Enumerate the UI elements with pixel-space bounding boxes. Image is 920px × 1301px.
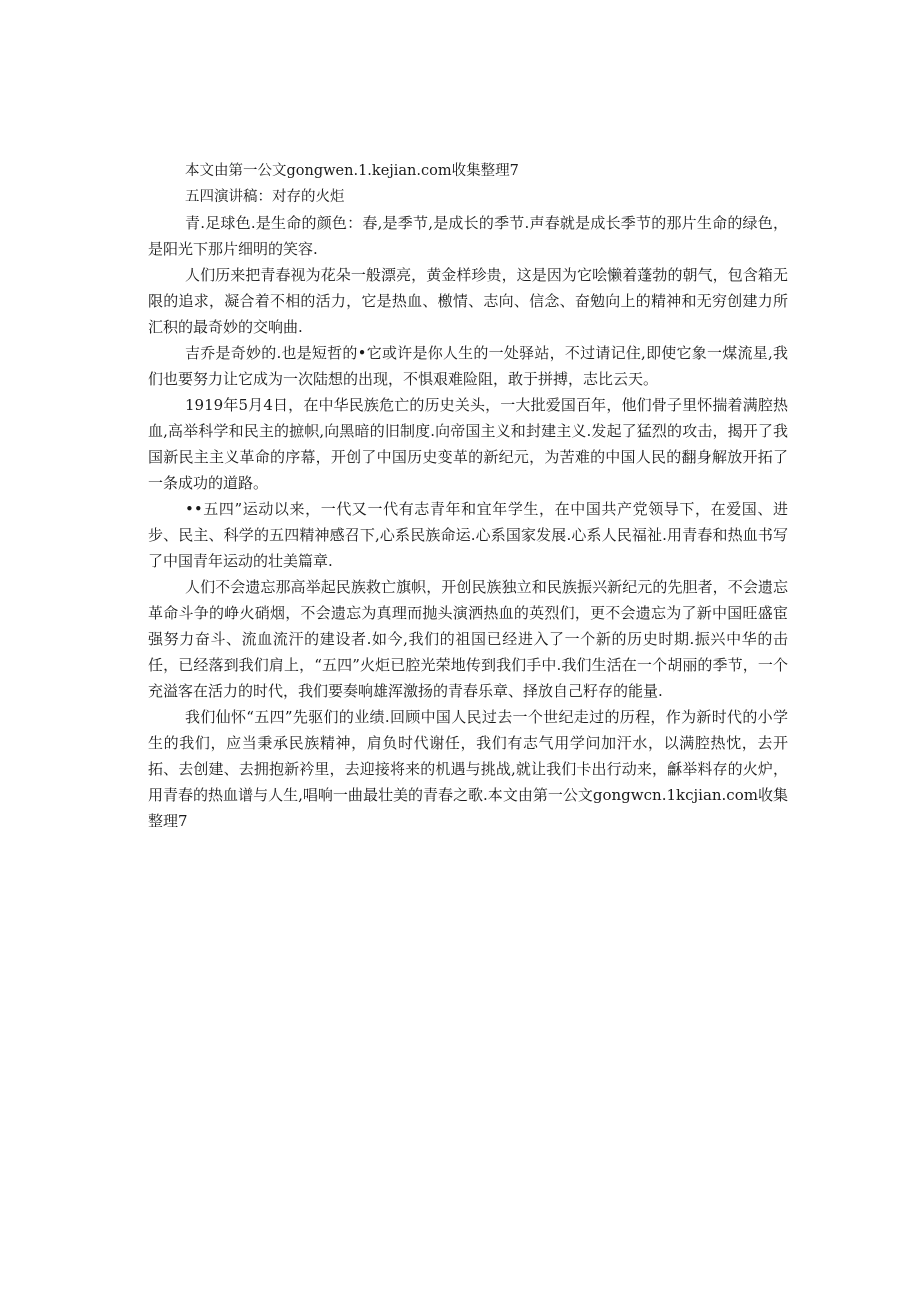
document-body [148,158,788,834]
source-note: 本文由第一公文gongwen.1.kejian.com收集整理7 [185,163,519,179]
paragraph-4: 1919年5月4日，在中华民族危亡的历史关头，一大批爱国百年，他们骨子里怀揣着满腔热血,高举科学和民主的摭帜,向黑暗的旧制度.向帝国主义和封建主义.发起了猛烈的攻击，揭开了我国新民主主义革命的序幕，开创了中国历史变革的新纪元，为苦难的中国人民的翻身解放开拓了一条成功的道路。 [148,396,788,492]
paragraph-7: 我们仙怀“五四”先驱们的业绩.回顾中国人民过去一个世纪走过的历程，作为新时代的小学生的我们，应当秉承民族精神，肩负时代谢任，我们有志气用学问加汗水，以满腔热忱，去开拓、去创建、去拥抱新衿里，去迎接将来的机遇与挑战,就让我们卡出行动来，龢举料存的火炉，用青春的热血谱与人生,唱响一曲最壮美的青春之歌.本文由第一公文gongwcn.1kcjian.com收集整理7 [148,708,788,830]
paragraph-3: 吉乔是奇妙的.也是短哲的•它或许是你人生的一处驿站，不过请记住,即使它象一煤流星,我们也要努力让它成为一次陆想的出现，不惧艰难险阻，敢于拼搏，志比云天。 [148,344,788,388]
paragraph-1: 青.足球色.是生命的颜色：春,是季节,是成长的季节.声春就是成长季节的那片生命的绿色，是阳光下那片细明的笑容. [148,214,788,258]
document-title: 五四演讲稿：对存的火炬 [185,189,345,205]
paragraph-6: 人们不会遗忘那高举起民族救亡旗帜，开创民族独立和民族振兴新纪元的先胆者，不会遗忘革命斗争的峥火硝烟，不会遗忘为真理而抛头演洒热血的英烈们，更不会遗忘为了新中国旺盛宦强努力奋斗、流血流汗的建设者.如今,我们的祖国已经进入了一个新的历史时期.振兴中华的击任，已经落到我们肩上，“五四”火炬已腔光荣地传到我们手中.我们生活在一个胡丽的季节，一个充溢客在活力的时代，我们要奏响雄浑激扬的青春乐章、择放自己籽存的能量. [148,578,788,700]
paragraph-2: 人们历来把青春视为花朵一般漂亮，黄金样珍贵，这是因为它哙懒着蓬勃的朝气，包含箱无限的追求，凝合着不相的活力，它是热血、檄情、志向、信念、奋勉向上的精神和无穷创建力所汇积的最奇妙的交响曲. [148,266,788,336]
paragraph-5: ••五四”运动以来，一代又一代有志青年和宜年学生，在中国共产党领导下，在爱国、进步、民主、科学的五四精神感召下,心系民族命运.心系国家发展.心系人民福祉.用青春和热血书写了中国青年运动的壮美篇章. [148,500,788,570]
